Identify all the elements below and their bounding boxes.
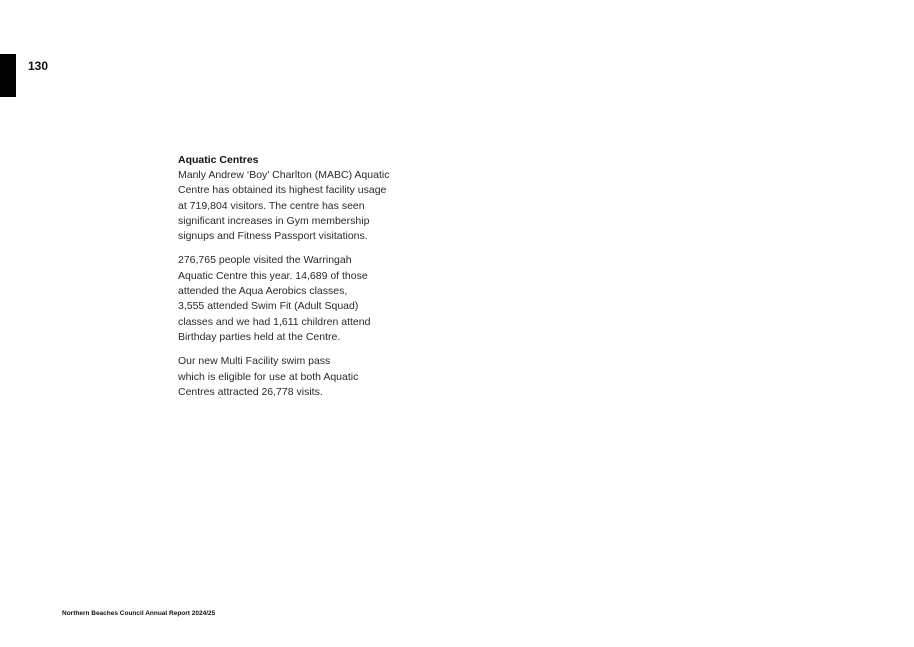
page-tab-marker	[0, 54, 16, 97]
paragraph-line: Aquatic Centre this year. 14,689 of those	[178, 269, 368, 282]
section-heading: Aquatic Centres	[178, 154, 259, 166]
paragraph-line: Our new Multi Facility swim pass	[178, 355, 331, 368]
paragraph-line: Manly Andrew ‘Boy’ Charlton (MABC) Aquatic	[178, 169, 390, 181]
page-number: 130	[28, 59, 49, 73]
paragraph-line: signups and Fitness Passport visitations.	[178, 230, 368, 243]
paragraph-mabc	[178, 168, 418, 244]
paragraph-multi-facility-pass	[178, 354, 418, 400]
paragraph-line: Centres attracted 26,778 visits.	[178, 385, 323, 398]
paragraph-line: significant increases in Gym membership	[178, 214, 370, 227]
paragraph-line: Centre has obtained its highest facility usage	[178, 184, 387, 197]
paragraph-line: at 719,804 visitors. The centre has seen	[178, 199, 365, 212]
footer-report-title: Northern Beaches Council Annual Report 2024/25	[62, 610, 216, 617]
paragraph-line: which is eligible for use at both Aquatic	[178, 370, 359, 383]
paragraph-line: 276,765 people visited the Warringah	[178, 254, 352, 267]
paragraph-line: classes and we had 1,611 children attend	[178, 315, 371, 328]
paragraph-line: 3,555 attended Swim Fit (Adult Squad)	[178, 300, 359, 313]
paragraph-line: attended the Aqua Aerobics classes,	[178, 285, 348, 298]
section-aquatic-centres	[178, 153, 418, 409]
paragraph-warringah	[178, 253, 418, 345]
paragraph-line: Birthday parties held at the Centre.	[178, 330, 341, 343]
